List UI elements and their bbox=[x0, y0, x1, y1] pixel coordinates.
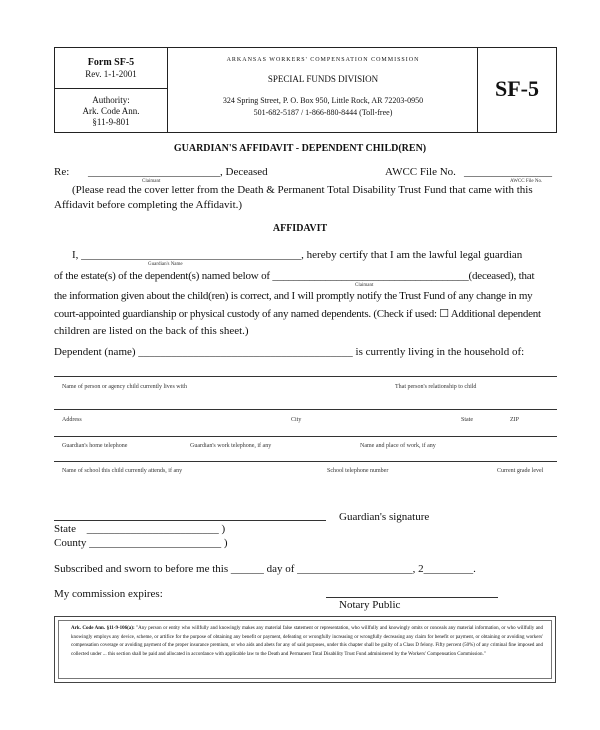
deceased-name-field[interactable]: _____________________________________ bbox=[272, 270, 469, 282]
row1-line[interactable] bbox=[54, 376, 557, 377]
guardian-name-caption: Guardian's Name bbox=[148, 262, 183, 267]
guardian-signature-label: Guardian's signature bbox=[339, 511, 430, 523]
body-line-1 bbox=[72, 249, 522, 261]
state-label: State bbox=[461, 417, 473, 423]
home-phone-label: Guardian's home telephone bbox=[62, 443, 128, 449]
caregiver-relationship-label: That person's relationship to child bbox=[395, 384, 477, 390]
dependent-label: Dependent (name) bbox=[54, 346, 136, 358]
form-code: SF-5 bbox=[495, 76, 539, 101]
i-text: I, bbox=[72, 249, 79, 261]
form-id-cell bbox=[55, 48, 168, 132]
awcc-caption: AWCC File No. bbox=[510, 179, 543, 184]
guardian-signature-line[interactable] bbox=[54, 520, 326, 521]
awcc-label: AWCC File No. bbox=[385, 166, 456, 178]
row4-line[interactable] bbox=[54, 461, 557, 462]
commission-name: ARKANSAS WORKERS' COMPENSATION COMMISSION bbox=[226, 57, 420, 63]
state-paren: ) bbox=[221, 523, 226, 535]
authority-code: Ark. Code Ann. bbox=[82, 106, 140, 116]
form-number: Form SF-5 bbox=[87, 57, 135, 68]
caregiver-name-label: Name of person or agency child currently lives with bbox=[62, 384, 187, 390]
grade-level-label: Current grade level bbox=[497, 468, 544, 474]
state-venue-field[interactable]: ________________________ bbox=[86, 523, 219, 535]
agency-phone: 501-682-5187 / 1-866-880-8444 (Toll-free) bbox=[253, 108, 393, 117]
commission-expires: My commission expires: bbox=[54, 588, 163, 600]
notary-signature-line[interactable] bbox=[326, 597, 498, 598]
division-name: SPECIAL FUNDS DIVISION bbox=[267, 74, 379, 84]
county-label: County bbox=[54, 537, 87, 549]
county-paren: ) bbox=[223, 537, 228, 549]
claimant-blank: ________________________ bbox=[88, 166, 220, 178]
body-line-2 bbox=[54, 270, 534, 282]
school-phone-label: School telephone number bbox=[327, 468, 389, 474]
school-label: Name of school this child currently attends, if any bbox=[62, 468, 183, 474]
subscribed-line[interactable]: Subscribed and sworn to before me this ______ day of _____________________, 2_________. bbox=[54, 563, 476, 575]
body-line-4[interactable]: court-appointed guardianship or physical custody of any named dependents. (Check if used: ☐ Additional dependent bbox=[54, 308, 541, 320]
body-line-5: children are listed on the back of this sheet.) bbox=[54, 325, 249, 337]
awcc-file-field[interactable]: ________________ bbox=[464, 166, 552, 178]
legal-notice-box bbox=[54, 616, 556, 683]
work-phone-label: Guardian's work telephone, if any bbox=[190, 443, 272, 449]
county-field[interactable]: ________________________ bbox=[89, 537, 222, 549]
dependent-line bbox=[54, 346, 524, 358]
legal-notice-text bbox=[71, 625, 543, 659]
re-label: Re: bbox=[54, 166, 70, 178]
affidavit-title: AFFIDAVIT bbox=[272, 223, 328, 234]
zip-label: ZIP bbox=[510, 417, 519, 423]
legal-cite: Ark. Code Ann. §11-9-106(a): bbox=[71, 626, 135, 631]
legal-body: "Any person or entity who willfully and knowingly makes any material false statement or representation, who willfully and knowingly omits or conceals any material information, or who willfully and knowingly employs any device, scheme, or artifice for the purpose of obtaining any benefit or payment, defeating or wrongfully increasing or wrongfully decreasing any claim for benefit or payment, or obtaining or avoiding workers' compensation coverage or avoiding payment of the proper insurance premium, or who aids and abets for any of said purposes, under this chapter shall be guilty of a Class D felony. Fifty percent (50%) of any criminal fine imposed and collected under ... this section shall be paid and allocated in accordance with applicable law to the Death and Permanent Total Disability Trust Fund administered by the Workers' Compensation Commission." bbox=[71, 626, 543, 657]
row3-line[interactable] bbox=[54, 436, 557, 437]
state-venue-label: State bbox=[54, 523, 76, 535]
authority-block bbox=[55, 95, 167, 128]
state-row bbox=[54, 523, 225, 535]
certify-text: , hereby certify that I am the lawful legal guardian bbox=[301, 249, 523, 261]
county-row bbox=[54, 537, 228, 549]
form-code-cell bbox=[477, 48, 556, 132]
claimant-caption: Claimant bbox=[142, 179, 161, 184]
dependent-name-field[interactable]: _______________________________________ bbox=[138, 346, 353, 358]
notary-public-label: Notary Public bbox=[339, 599, 401, 611]
deceased-suffix: (deceased), that bbox=[468, 270, 535, 282]
authority-section: §11-9-801 bbox=[92, 117, 130, 127]
guardian-name-field[interactable]: ________________________________________ bbox=[81, 249, 302, 261]
agency-block bbox=[168, 48, 478, 117]
body-line-3: the information given about the child(ren) is correct, and I will promptly notify the Trust Fund of any change in my bbox=[54, 290, 533, 302]
deceased-text: , Deceased bbox=[220, 166, 268, 178]
form-number-block bbox=[55, 48, 167, 89]
city-label: City bbox=[291, 417, 302, 423]
address-label: Address bbox=[62, 417, 82, 423]
instruction-line-1: (Please read the cover letter from the Death & Permanent Total Disability Trust Fund that came with this bbox=[72, 184, 533, 196]
form-header bbox=[54, 47, 557, 133]
agency-address: 324 Spring Street, P. O. Box 950, Little Rock, AR 72203-0950 bbox=[222, 96, 424, 105]
authority-label: Authority: bbox=[92, 95, 130, 105]
instruction-line-2: Affidavit before completing the Affidavit.) bbox=[54, 199, 243, 211]
workplace-label: Name and place of work, if any bbox=[360, 443, 436, 449]
claimant-caption-2: Claimant bbox=[355, 283, 374, 288]
form-title: GUARDIAN'S AFFIDAVIT - DEPENDENT CHILD(REN) bbox=[173, 143, 427, 154]
household-text: is currently living in the household of: bbox=[355, 346, 525, 358]
row2-line[interactable] bbox=[54, 409, 557, 410]
estate-text: of the estate(s) of the dependent(s) named below of bbox=[54, 270, 270, 282]
claimant-field[interactable] bbox=[88, 166, 268, 178]
form-revision: Rev. 1-1-2001 bbox=[85, 69, 137, 79]
